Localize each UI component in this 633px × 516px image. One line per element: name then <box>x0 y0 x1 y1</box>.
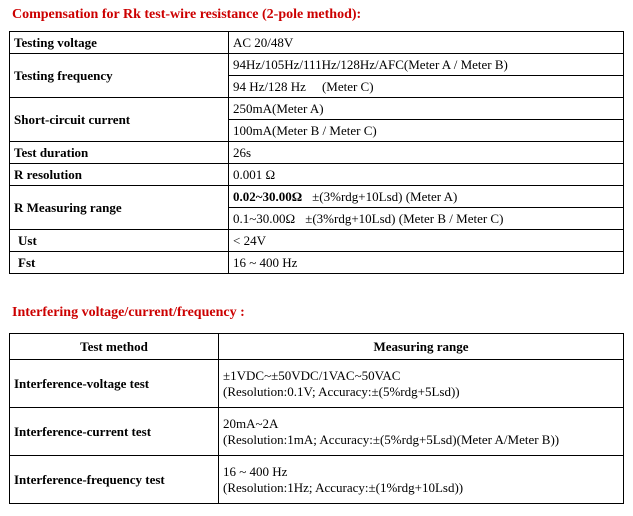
testing-voltage-value: AC 20/48V <box>229 32 624 54</box>
table-row <box>10 142 624 164</box>
table-row <box>10 230 624 252</box>
interference-frequency-label: Interference-frequency test <box>10 456 219 504</box>
table-row <box>10 456 624 504</box>
testing-frequency-value-2 <box>229 76 624 98</box>
r-range-value-2-range: 0.1~30.00Ω <box>233 210 296 226</box>
r-range-value-1-accuracy: ±(3%rdg+10Lsd) (Meter A) <box>312 188 458 204</box>
r-range-value-1-range: 0.02~30.00Ω <box>233 188 303 204</box>
section2-title: Interfering voltage/current/frequency : <box>12 305 245 320</box>
fst-label: Fst <box>10 252 229 274</box>
short-circuit-label: Short-circuit current <box>10 98 229 142</box>
interference-frequency-value <box>219 456 624 504</box>
ust-value: < 24V <box>229 230 624 252</box>
r-resolution-value: 0.001 Ω <box>229 164 624 186</box>
short-circuit-value-1: 250mA(Meter A) <box>229 98 624 120</box>
table-row <box>10 164 624 186</box>
r-range-value-1 <box>229 186 624 208</box>
header-measuring-range: Measuring range <box>219 334 624 360</box>
table-header-row <box>10 334 624 360</box>
compensation-table <box>9 31 624 274</box>
interference-table <box>9 333 624 504</box>
fst-value: 16 ~ 400 Hz <box>229 252 624 274</box>
table-row <box>10 32 624 54</box>
interference-current-line1: 20mA~2A <box>223 415 279 431</box>
testing-frequency-value-2b: (Meter C) <box>321 78 374 94</box>
interference-voltage-line1: ±1VDC~±50VDC/1VAC~50VAC <box>223 367 401 383</box>
interference-current-line2: (Resolution:1mA; Accuracy:±(5%rdg+5Lsd)(Meter A/Meter B)) <box>223 431 560 447</box>
test-duration-label: Test duration <box>10 142 229 164</box>
r-resolution-label: R resolution <box>10 164 229 186</box>
interference-frequency-line2: (Resolution:1Hz; Accuracy:±(1%rdg+10Lsd)) <box>223 479 464 495</box>
testing-frequency-label: Testing frequency <box>10 54 229 98</box>
header-test-method: Test method <box>10 334 219 360</box>
interference-voltage-line2: (Resolution:0.1V; Accuracy:±(5%rdg+5Lsd)) <box>223 383 460 399</box>
r-range-label: R Measuring range <box>10 186 229 230</box>
testing-voltage-label: Testing voltage <box>10 32 229 54</box>
interference-voltage-label: Interference-voltage test <box>10 360 219 408</box>
r-range-value-2 <box>229 208 624 230</box>
table-row <box>10 98 624 120</box>
testing-frequency-value-1: 94Hz/105Hz/111Hz/128Hz/AFC(Meter A / Meter B) <box>229 54 624 76</box>
interference-current-value <box>219 408 624 456</box>
table-row <box>10 360 624 408</box>
test-duration-value: 26s <box>229 142 624 164</box>
table-row <box>10 252 624 274</box>
table-row <box>10 54 624 76</box>
interference-current-label: Interference-current test <box>10 408 219 456</box>
testing-frequency-value-2a: 94 Hz/128 Hz <box>233 78 306 94</box>
interference-voltage-value <box>219 360 624 408</box>
ust-label: Ust <box>10 230 229 252</box>
interference-frequency-line1: 16 ~ 400 Hz <box>223 463 288 479</box>
table-row <box>10 186 624 208</box>
r-range-value-2-accuracy: ±(3%rdg+10Lsd) (Meter B / Meter C) <box>305 210 504 226</box>
table-row <box>10 408 624 456</box>
short-circuit-value-2: 100mA(Meter B / Meter C) <box>229 120 624 142</box>
section1-title: Compensation for Rk test-wire resistance (2-pole method): <box>12 7 362 22</box>
